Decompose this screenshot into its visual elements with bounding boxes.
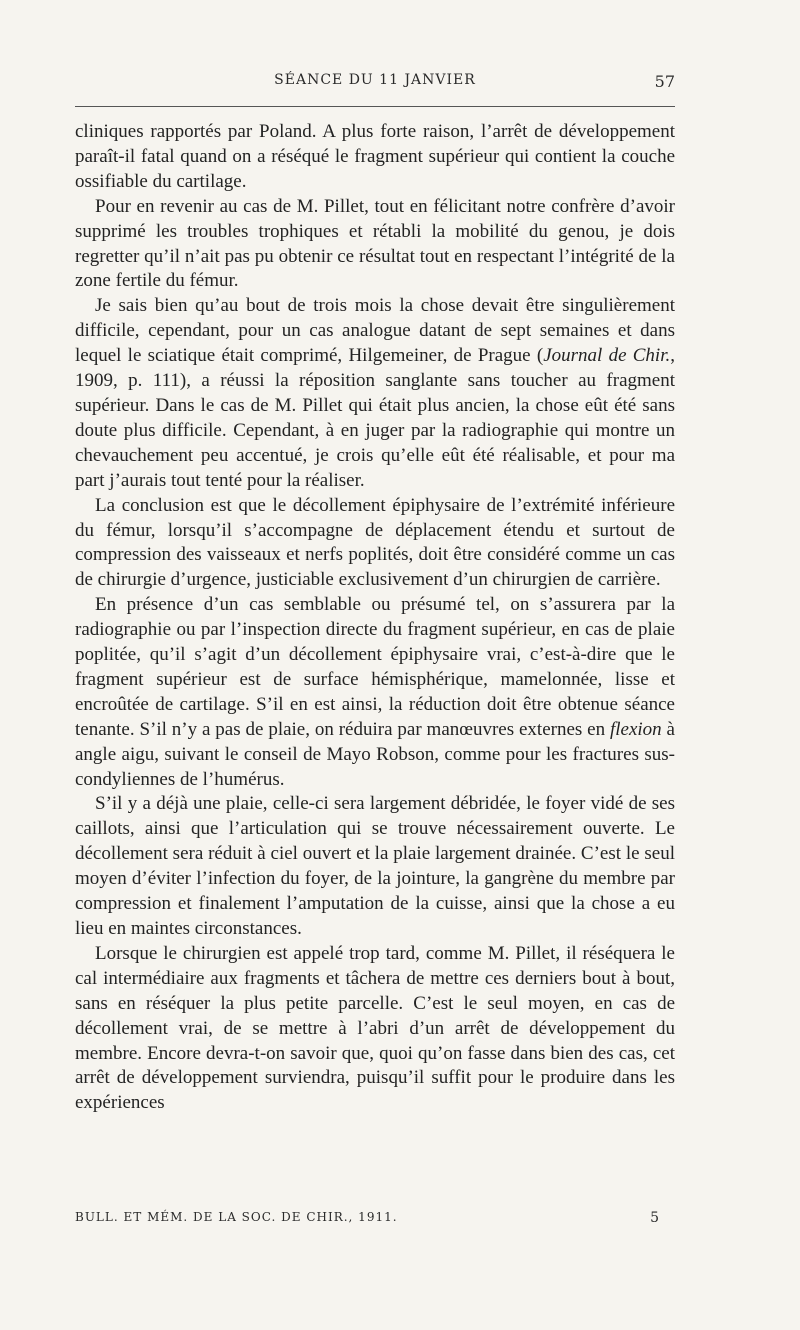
footer-title: BULL. ET MÉM. DE LA SOC. DE CHIR., 1911. <box>75 1210 398 1224</box>
paragraph-2: Pour en revenir au cas de M. Pillet, tout en félicitant notre confrère d’avoir supprimé les troubles trophiques et rétabli la mobilité du genou, je dois regretter qu’il n’ait pas pu obtenir ce résultat tout en respectant l’intégrité de la zone fertile du fémur. <box>75 195 675 292</box>
flexion-term: flexion <box>609 718 662 740</box>
paragraph-3 <box>75 294 675 493</box>
page-header <box>75 72 675 94</box>
page-number: 57 <box>654 72 675 91</box>
body-text <box>75 120 675 1116</box>
paragraph-5-text-b: à angle aigu, suivant le conseil de Mayo Robson, comme pour les fractures sus-condyliennes de l’humérus. <box>75 718 675 790</box>
header-rule <box>75 106 675 107</box>
paragraph-4: La conclusion est que le décollement épiphysaire de l’extrémité inférieure du fémur, lorsqu’il s’accompagne de déplacement étendu et surtout de compression des vaisseaux et nerfs poplités, doit être considéré comme un cas de chirurgie d’urgence, justiciable exclusivement d’un chirurgien de carrière. <box>75 494 675 591</box>
signature-mark: 5 <box>650 1210 659 1226</box>
paragraph-1: cliniques rapportés par Poland. A plus forte raison, l’arrêt de développement paraît-il fatal quand on a réséqué le fragment supérieur qui contient la couche ossifiable du cartilage. <box>75 121 675 192</box>
paragraph-7: Lorsque le chirurgien est appelé trop tard, comme M. Pillet, il réséquera le cal intermédiaire aux fragments et tâchera de mettre ces derniers bout à bout, sans en réséquer la plus petite parcelle. C’est le seul moyen, en cas de décollement vrai, de se mettre à l’abri d’un arrêt de développement du membre. Encore devra-t-on savoir que, quoi qu’on fasse dans bien des cas, cet arrêt de développement surviendra, puisqu’il suffit pour le produire dans les expériences <box>75 942 675 1114</box>
paragraph-3-text-a: Je sais bien qu’au bout de trois mois la chose devait être singulièrement difficile, cependant, pour un cas analogue datant de sept semaines et dans lequel le sciatique était comprimé, Hilgemeiner, de Prague ( <box>75 295 675 367</box>
paragraph-3-text-b: , 1909, p. 111), a réussi la réposition sanglante sans toucher au fragment supérieur. Dans le cas de M. Pillet qui était plus ancien, la chose eût été sans doute plus difficile. Cependant, à en juger par la radiographie qui montre un chevauchement peu accentué, je crois qu’elle eût été réalisable, et pour ma part j’aurais tout tenté pour la réaliser. <box>75 345 676 491</box>
journal-citation: Journal de Chir. <box>543 345 671 367</box>
running-title: SÉANCE DU 11 JANVIER <box>274 72 476 88</box>
page-footer <box>75 1210 675 1230</box>
paragraph-5 <box>75 593 675 792</box>
paragraph-5-text-a: En présence d’un cas semblable ou présumé tel, on s’assurera par la radiographie ou par l’inspection directe du fragment supérieur, en cas de plaie poplitée, qu’il s’agit d’un décollement épiphysaire vrai, c’est-à-dire que le fragment supérieur est de surface hémisphérique, mamelonnée, lisse et encroûtée de cartilage. S’il en est ainsi, la réduction doit être obtenue séance tenante. S’il n’y a pas de plaie, on réduira par manœuvres externes en <box>75 594 675 740</box>
paragraph-6: S’il y a déjà une plaie, celle-ci sera largement débridée, le foyer vidé de ses caillots, ainsi que l’articulation qui se trouve nécessairement ouverte. Le décollement sera réduit à ciel ouvert et la plaie largement drainée. C’est le seul moyen d’éviter l’infection du foyer, de la jointure, la gangrène du membre par compression et finalement l’amputation de la cuisse, ainsi que la chose a eu lieu en maintes circonstances. <box>75 793 675 939</box>
